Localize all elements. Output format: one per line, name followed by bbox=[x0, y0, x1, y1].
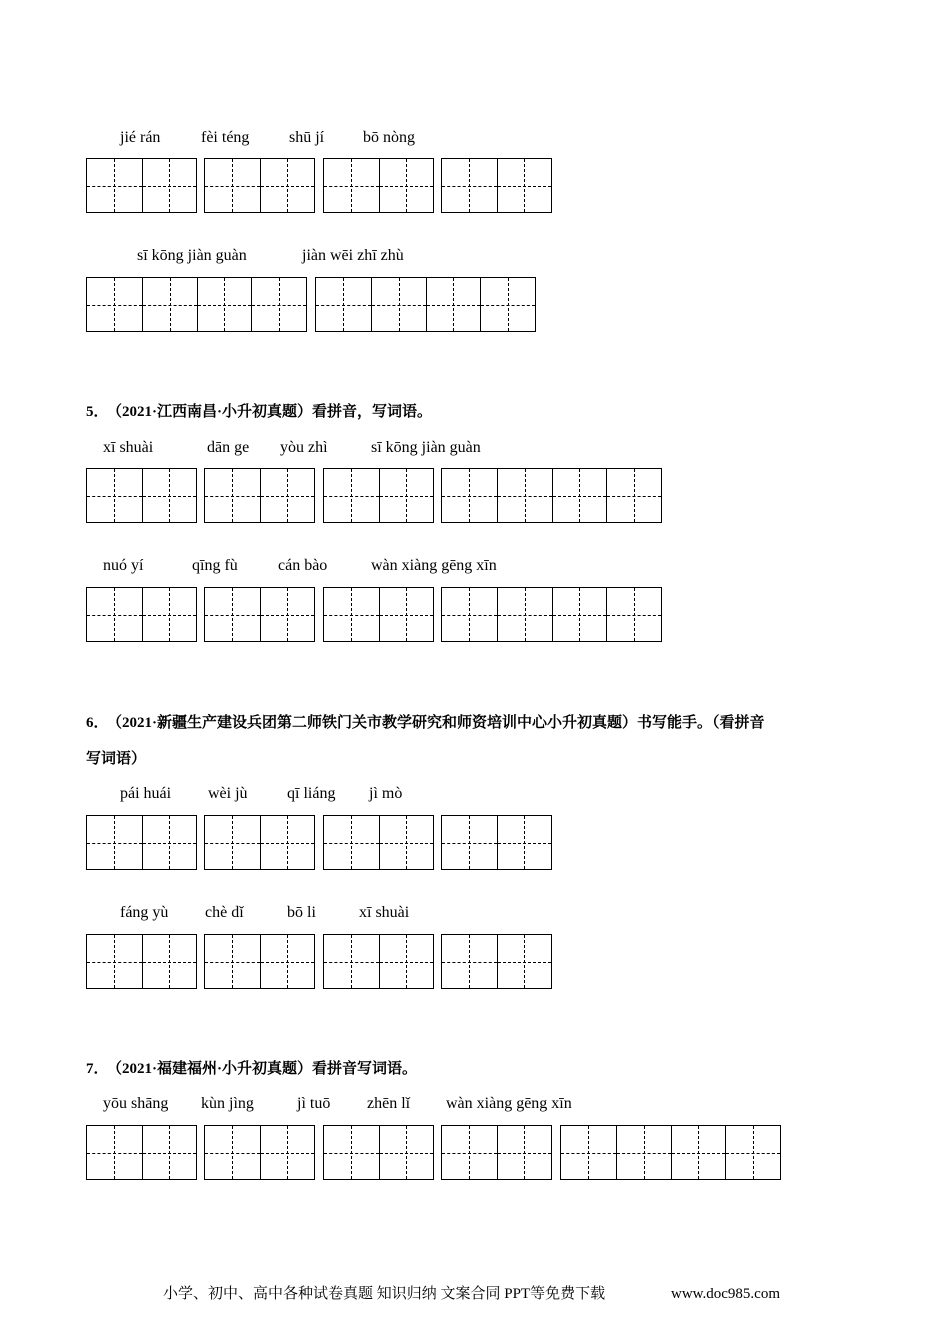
writing-box[interactable] bbox=[560, 1125, 781, 1180]
pinyin-label: bō nòng bbox=[363, 129, 415, 146]
writing-box[interactable] bbox=[204, 1125, 315, 1180]
pinyin-label: bō li bbox=[287, 904, 316, 921]
pinyin-label: qī liáng bbox=[287, 785, 336, 802]
pinyin-label: wàn xiàng gēng xīn bbox=[371, 557, 497, 574]
pinyin-label: qīng fù bbox=[192, 557, 238, 574]
writing-box[interactable] bbox=[323, 934, 434, 989]
writing-box[interactable] bbox=[86, 587, 197, 642]
writing-box[interactable] bbox=[323, 1125, 434, 1180]
pinyin-label: fèi téng bbox=[201, 129, 250, 146]
writing-box[interactable] bbox=[204, 587, 315, 642]
pinyin-label: chè dǐ bbox=[205, 904, 244, 921]
writing-box[interactable] bbox=[315, 277, 536, 332]
question-title: （2021·江西南昌·小升初真题）看拼音，写词语。 bbox=[107, 404, 433, 420]
pinyin-label: shū jí bbox=[289, 129, 325, 146]
question-number: 6． bbox=[86, 715, 109, 731]
writing-box[interactable] bbox=[204, 815, 315, 870]
footer-url[interactable]: www.doc985.com bbox=[671, 1286, 781, 1302]
writing-box[interactable] bbox=[204, 934, 315, 989]
writing-box[interactable] bbox=[441, 468, 662, 523]
pinyin-label: wèi jù bbox=[208, 785, 248, 802]
pinyin-label: jì tuō bbox=[297, 1095, 331, 1112]
question-number: 5． bbox=[86, 404, 109, 420]
writing-box[interactable] bbox=[441, 1125, 552, 1180]
writing-box[interactable] bbox=[86, 158, 197, 213]
writing-box[interactable] bbox=[441, 587, 662, 642]
writing-box[interactable] bbox=[204, 468, 315, 523]
writing-box[interactable] bbox=[441, 934, 552, 989]
pinyin-label: sī kōng jiàn guàn bbox=[371, 439, 481, 456]
writing-box[interactable] bbox=[323, 587, 434, 642]
question-title-continued: 写词语） bbox=[86, 751, 147, 767]
question-title: （2021·福建福州·小升初真题）看拼音写词语。 bbox=[107, 1061, 418, 1077]
pinyin-label: yōu shāng bbox=[103, 1095, 169, 1112]
writing-box[interactable] bbox=[323, 468, 434, 523]
writing-box[interactable] bbox=[323, 158, 434, 213]
pinyin-label: wàn xiàng gēng xīn bbox=[446, 1095, 572, 1112]
question-title: （2021·新疆生产建设兵团第二师铁门关市教学研究和师资培训中心小升初真题）书写能手。（看拼音 bbox=[107, 715, 765, 731]
pinyin-label: jiàn wēi zhī zhù bbox=[302, 247, 404, 264]
writing-box[interactable] bbox=[86, 815, 197, 870]
writing-box[interactable] bbox=[86, 1125, 197, 1180]
pinyin-label: fáng yù bbox=[120, 904, 169, 921]
pinyin-label: jì mò bbox=[369, 785, 403, 802]
question-number: 7． bbox=[86, 1061, 109, 1077]
writing-box[interactable] bbox=[204, 158, 315, 213]
writing-box[interactable] bbox=[441, 815, 552, 870]
writing-box[interactable] bbox=[323, 815, 434, 870]
writing-box[interactable] bbox=[86, 468, 197, 523]
writing-box[interactable] bbox=[86, 934, 197, 989]
writing-box[interactable] bbox=[441, 158, 552, 213]
pinyin-label: dān ge bbox=[207, 439, 250, 456]
pinyin-label: yòu zhì bbox=[280, 439, 328, 456]
writing-box[interactable] bbox=[86, 277, 307, 332]
pinyin-label: xī shuài bbox=[103, 439, 154, 456]
footer-text: 小学、初中、高中各种试卷真题 知识归纳 文案合同 PPT等免费下载 bbox=[163, 1286, 606, 1302]
pinyin-label: jié rán bbox=[120, 129, 161, 146]
pinyin-label: kùn jìng bbox=[201, 1095, 254, 1112]
pinyin-label: sī kōng jiàn guàn bbox=[137, 247, 247, 264]
pinyin-label: nuó yí bbox=[103, 557, 144, 574]
pinyin-label: xī shuài bbox=[359, 904, 410, 921]
pinyin-label: zhēn lǐ bbox=[367, 1095, 411, 1112]
pinyin-label: cán bào bbox=[278, 557, 328, 574]
pinyin-label: pái huái bbox=[120, 785, 172, 802]
